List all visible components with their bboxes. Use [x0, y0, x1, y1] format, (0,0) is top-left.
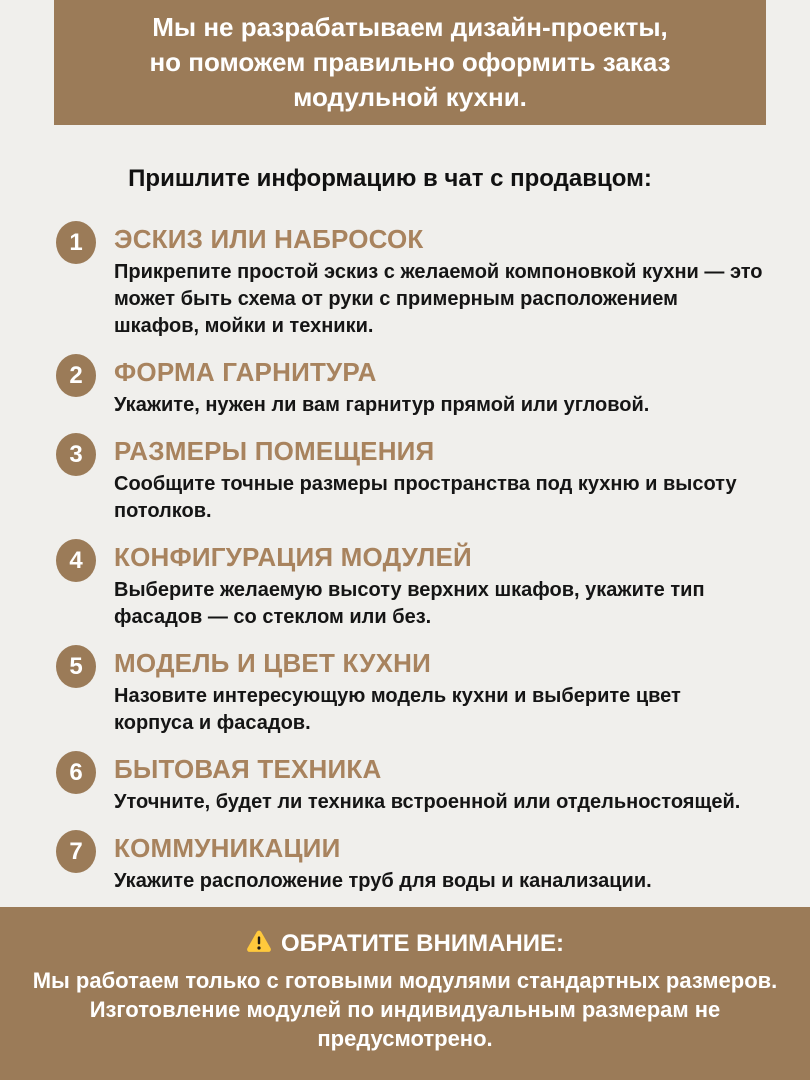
notice-banner: [0, 907, 810, 1080]
step-description: Укажите, нужен ли вам гарнитур прямой или угловой.: [114, 394, 650, 416]
header-line-1: Мы не разрабатываем дизайн-проекты,: [152, 12, 668, 42]
step-body: [114, 436, 764, 525]
step-number-badge: 7: [56, 830, 96, 873]
step-body: [114, 542, 764, 631]
step-body: [114, 357, 649, 419]
step-body: [114, 833, 652, 895]
step-title: ЭСКИЗ ИЛИ НАБРОСОК: [114, 224, 424, 254]
step-number-badge: 5: [56, 645, 96, 688]
step-description: Уточните, будет ли техника встроенной или отдельностоящей.: [114, 791, 741, 813]
step-title: ФОРМА ГАРНИТУРА: [114, 357, 377, 387]
step-title: КОНФИГУРАЦИЯ МОДУЛЕЙ: [114, 542, 472, 572]
step-body: [114, 754, 740, 816]
step-body: [114, 224, 764, 340]
step-number-badge: 6: [56, 751, 96, 794]
step-item-2: [56, 357, 764, 419]
step-description: Прикрепите простой эскиз с желаемой компоновкой кухни — это может быть схема от руки с примерным расположением шкафов, мойки и техники.: [114, 261, 763, 337]
instruction-subtitle: Пришлите информацию в чат с продавцом:: [128, 165, 652, 192]
step-number-badge: 4: [56, 539, 96, 582]
notice-line-2: Изготовление модулей по индивидуальным размерам не: [89, 997, 721, 1022]
step-body: [114, 648, 764, 737]
header-line-3: модульной кухни.: [293, 82, 527, 112]
step-item-4: [56, 542, 764, 631]
step-description: Сообщите точные размеры пространства под кухню и высоту потолков.: [114, 473, 737, 522]
step-title: БЫТОВАЯ ТЕХНИКА: [114, 754, 382, 784]
step-title: КОММУНИКАЦИИ: [114, 833, 341, 863]
notice-title-row: [0, 929, 810, 958]
step-number-badge: 2: [56, 354, 96, 397]
notice-line-3: предусмотрено.: [317, 1026, 493, 1051]
header-line-2: но поможем правильно оформить заказ: [149, 47, 671, 77]
step-item-6: [56, 754, 764, 816]
step-item-5: [56, 648, 764, 737]
header-banner: [54, 0, 766, 125]
step-description: Выберите желаемую высоту верхних шкафов, укажите тип фасадов — со стеклом или без.: [114, 579, 705, 628]
warning-triangle-icon: [246, 929, 272, 958]
step-description: Укажите расположение труб для воды и канализации.: [114, 870, 652, 892]
step-item-1: [56, 224, 764, 340]
step-title: РАЗМЕРЫ ПОМЕЩЕНИЯ: [114, 436, 435, 466]
steps-list: [56, 224, 764, 895]
notice-title: ОБРАТИТЕ ВНИМАНИЕ:: [280, 929, 565, 957]
step-item-7: [56, 833, 764, 895]
step-number-badge: 3: [56, 433, 96, 476]
notice-line-1: Мы работаем только с готовыми модулями стандартных размеров.: [32, 968, 778, 993]
step-title: МОДЕЛЬ И ЦВЕТ КУХНИ: [114, 648, 431, 678]
step-number-badge: 1: [56, 221, 96, 264]
step-description: Назовите интересующую модель кухни и выберите цвет корпуса и фасадов.: [114, 685, 681, 734]
step-item-3: [56, 436, 764, 525]
